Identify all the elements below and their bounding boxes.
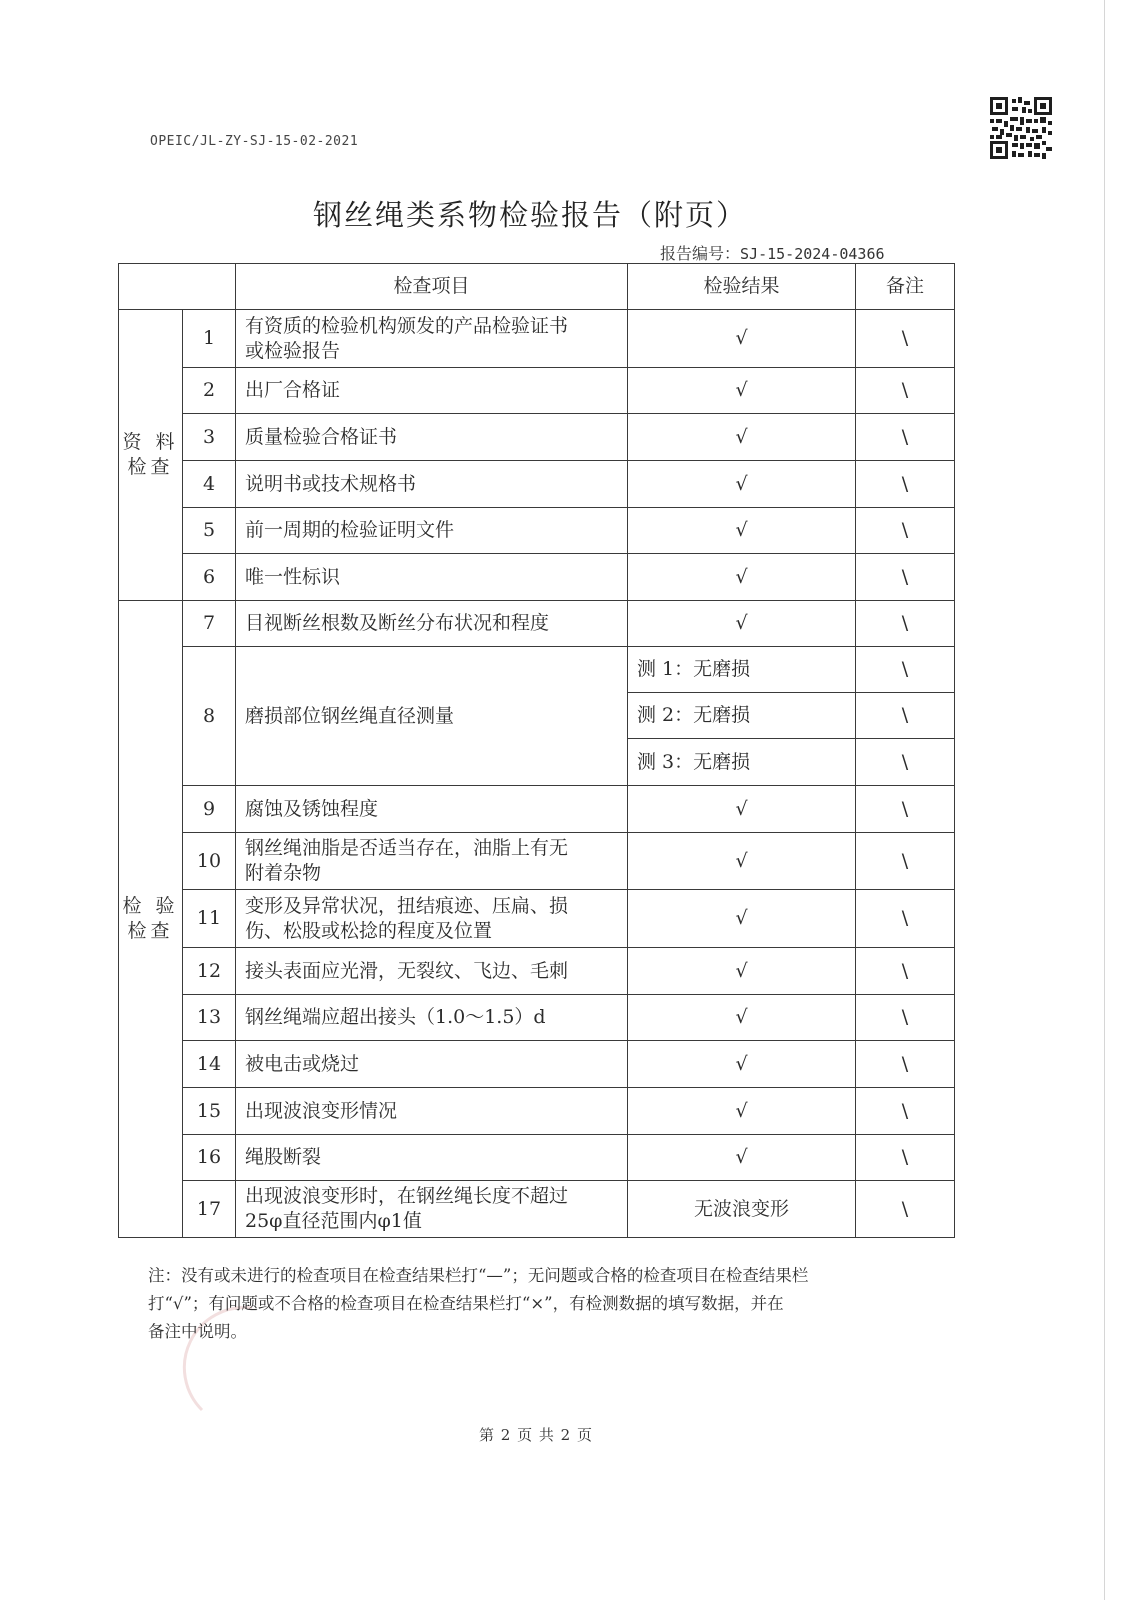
row-result: √ [628, 461, 856, 508]
row-item: 出厂合格证 [236, 368, 628, 414]
qr-code-icon [990, 97, 1052, 159]
row-note: \ [856, 310, 955, 368]
table-row [119, 1135, 955, 1181]
row-note: \ [856, 508, 955, 554]
row-number: 17 [183, 1181, 236, 1238]
table-row [119, 368, 955, 414]
row-result: √ [628, 368, 856, 414]
footnote [148, 1262, 928, 1346]
report-number-value: SJ-15-2024-04366 [740, 245, 885, 263]
row-note: \ [856, 1088, 955, 1135]
table-row [119, 601, 955, 647]
row-item: 绳股断裂 [236, 1135, 628, 1181]
row-result: 无波浪变形 [628, 1181, 856, 1238]
row-note: \ [856, 647, 955, 693]
row-number: 5 [183, 508, 236, 554]
row-note: \ [856, 693, 955, 739]
row-number: 16 [183, 1135, 236, 1181]
row-note: \ [856, 890, 955, 948]
header-note: 备注 [856, 264, 955, 310]
table-header-row [119, 264, 955, 310]
table-row [119, 948, 955, 995]
table-row [119, 508, 955, 554]
row-note: \ [856, 554, 955, 601]
table-row [119, 833, 955, 890]
report-number [660, 241, 885, 264]
item-line: 或检验报告 [245, 339, 341, 362]
table-row [119, 786, 955, 833]
row-note: \ [856, 995, 955, 1041]
row-number: 13 [183, 995, 236, 1041]
table-row [119, 1041, 955, 1088]
table-row [119, 890, 955, 948]
table-row [119, 995, 955, 1041]
row-number: 12 [183, 948, 236, 995]
row-result: √ [628, 948, 856, 995]
row-item: 质量检验合格证书 [236, 414, 628, 461]
row-number: 14 [183, 1041, 236, 1088]
table-row [119, 647, 955, 693]
row-note: \ [856, 601, 955, 647]
category-document-check [119, 310, 183, 601]
row-number: 15 [183, 1088, 236, 1135]
row-number: 4 [183, 461, 236, 508]
header-result: 检验结果 [628, 264, 856, 310]
row-number: 2 [183, 368, 236, 414]
row-number: 8 [183, 647, 236, 786]
row-item: 被电击或烧过 [236, 1041, 628, 1088]
row-item: 说明书或技术规格书 [236, 461, 628, 508]
table-row [119, 1181, 955, 1238]
row-result: √ [628, 414, 856, 461]
row-note: \ [856, 368, 955, 414]
row-note: \ [856, 461, 955, 508]
row-number: 6 [183, 554, 236, 601]
scan-edge-line [1104, 0, 1105, 1600]
row-result: √ [628, 508, 856, 554]
row-note: \ [856, 1181, 955, 1238]
item-line: 附着杂物 [245, 862, 322, 884]
item-line: 出现波浪变形时，在钢丝绳长度不超过 [245, 1185, 569, 1207]
category-line: 资 料 [122, 431, 179, 453]
row-result: √ [628, 554, 856, 601]
row-item [236, 890, 628, 948]
row-note: \ [856, 1041, 955, 1088]
category-line: 检查 [127, 920, 174, 942]
row-item: 腐蚀及锈蚀程度 [236, 786, 628, 833]
row-item: 唯一性标识 [236, 554, 628, 601]
row-note: \ [856, 1135, 955, 1181]
table-row [119, 461, 955, 508]
row-number: 7 [183, 601, 236, 647]
item-line: 有资质的检验机构颁发的产品检验证书 [245, 314, 569, 337]
table-row [119, 1088, 955, 1135]
row-note: \ [856, 833, 955, 890]
item-line: 伤、松股或松捻的程度及位置 [245, 919, 493, 942]
row-result: √ [628, 833, 856, 890]
sub-result: 测 3：无磨损 [628, 739, 856, 786]
row-note: \ [856, 414, 955, 461]
inspection-table [118, 263, 955, 1238]
footnote-line: 备注中说明。 [148, 1322, 247, 1341]
item-line: 变形及异常状况，扭结痕迹、压扁、损 [245, 894, 569, 917]
row-number: 1 [183, 310, 236, 368]
row-number: 3 [183, 414, 236, 461]
footnote-line: 注：没有或未进行的检查项目在检查结果栏打“—”；无问题或合格的检查项目在检查结果栏 [148, 1266, 809, 1285]
category-line: 检 验 [122, 895, 179, 917]
row-item [236, 833, 628, 890]
row-item: 钢丝绳端应超出接头（1.0～1.5）d [236, 995, 628, 1041]
row-item: 出现波浪变形情况 [236, 1088, 628, 1135]
category-line: 检查 [127, 456, 174, 478]
row-note: \ [856, 739, 955, 786]
item-line: 钢丝绳油脂是否适当存在，油脂上有无 [245, 837, 569, 859]
sub-result: 测 2：无磨损 [628, 693, 856, 739]
row-number: 9 [183, 786, 236, 833]
header-blank-cell [119, 264, 236, 310]
document-code: OPEIC/JL-ZY-SJ-15-02-2021 [150, 134, 359, 149]
footnote-line: 打“√”；有问题或不合格的检查项目在检查结果栏打“×”，有检测数据的填写数据，并在 [148, 1294, 784, 1313]
category-inspection-check [119, 601, 183, 1238]
row-item: 前一周期的检验证明文件 [236, 508, 628, 554]
row-item: 接头表面应光滑，无裂纹、飞边、毛刺 [236, 948, 628, 995]
table-row [119, 554, 955, 601]
row-number: 10 [183, 833, 236, 890]
row-result: √ [628, 786, 856, 833]
row-result: √ [628, 995, 856, 1041]
table-row [119, 414, 955, 461]
table-row [119, 310, 955, 368]
row-result: √ [628, 890, 856, 948]
row-result: √ [628, 1135, 856, 1181]
row-result: √ [628, 601, 856, 647]
row-item [236, 310, 628, 368]
header-item: 检查项目 [236, 264, 628, 310]
report-number-label: 报告编号： [660, 244, 741, 263]
page-number: 第 2 页 共 2 页 [479, 1426, 593, 1444]
row-result: √ [628, 1041, 856, 1088]
row-item: 磨损部位钢丝绳直径测量 [236, 647, 628, 786]
row-note: \ [856, 948, 955, 995]
row-result: √ [628, 310, 856, 368]
row-item [236, 1181, 628, 1238]
row-result: √ [628, 1088, 856, 1135]
row-note: \ [856, 786, 955, 833]
sub-result: 测 1：无磨损 [628, 647, 856, 693]
row-number: 11 [183, 890, 236, 948]
item-line: 25φ直径范围内φ1值 [245, 1210, 422, 1232]
report-title: 钢丝绳类系物检验报告（附页） [312, 198, 747, 232]
row-item: 目视断丝根数及断丝分布状况和程度 [236, 601, 628, 647]
